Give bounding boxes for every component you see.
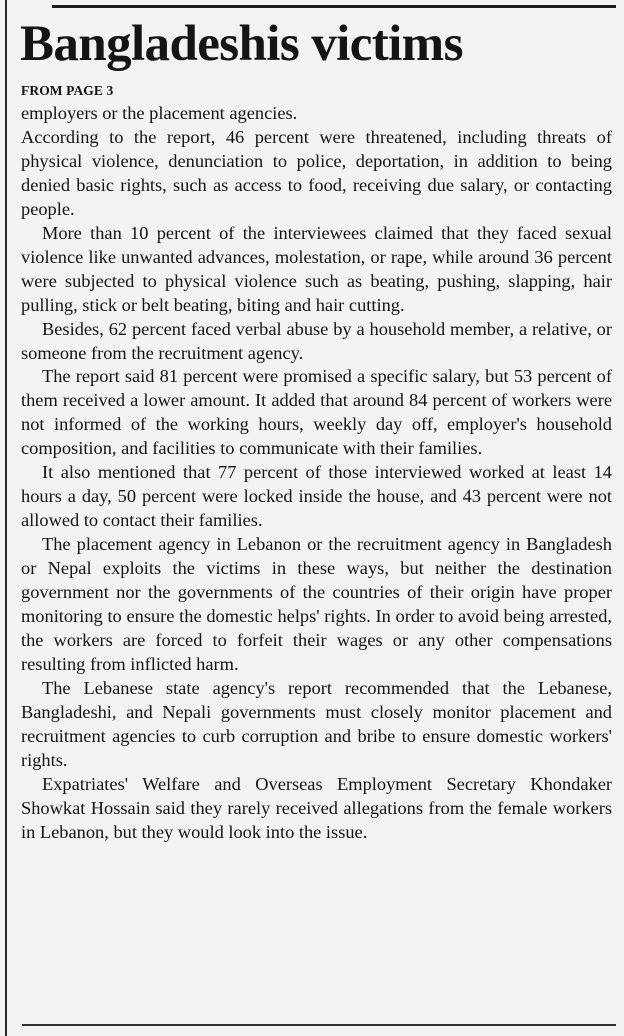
paragraph-placement-agency: The placement agency in Lebanon or the recruitment agency in Bangladesh or Nepal exploits the victims in these ways, but neither the destination government nor the governments of the countries of their origin have proper monitoring to ensure the domestic helps' rights. In order to avoid being arrested, the workers are forced to forfeit their wages or any other compensations resulting from inflicted harm. (21, 534, 612, 674)
paragraph-working-hours: It also mentioned that 77 percent of those interviewed worked at least 14 hours a day, 50 percent were locked inside the house, and 43 percent were not allowed to contact their families. (21, 462, 612, 531)
bottom-rule (22, 1024, 616, 1026)
top-rule (52, 5, 616, 8)
column-left-rule (5, 0, 7, 1036)
headline: Bangladeshis victims (20, 16, 463, 72)
paragraph-report-threats: According to the report, 46 percent were threatened, including threats of physical violence, denunciation to police, deportation, in addition to being denied basic rights, such as access to food, receiving due salary, or contacting people. (21, 126, 612, 219)
article-body (21, 102, 612, 845)
jump-label: FROM PAGE 3 (21, 83, 114, 98)
paragraph-recommendation: The Lebanese state agency's report recommended that the Lebanese, Bangladeshi, and Nepali governments must closely monitor placement and recruitment agencies to curb corruption and bribe to ensure domestic workers' rights. (21, 677, 612, 770)
paragraph-secretary-statement: Expatriates' Welfare and Overseas Employment Secretary Khondaker Showkat Hossain said they rarely received allegations from the female workers in Lebanon, but they would look into the issue. (21, 773, 612, 842)
paragraph-continuation: employers or the placement agencies. (21, 103, 298, 123)
paragraph-sexual-violence: More than 10 percent of the interviewees claimed that they faced sexual violence like unwanted advances, molestation, or rape, while around 36 percent were subjected to physical violence such as beating, pushing, slapping, hair pulling, stick or belt beating, biting and hair cutting. (21, 222, 612, 315)
paragraph-verbal-abuse: Besides, 62 percent faced verbal abuse by a household member, a relative, or someone from the recruitment agency. (21, 318, 612, 363)
paragraph-salary: The report said 81 percent were promised a specific salary, but 53 percent of them received a lower amount. It added that around 84 percent of workers were not informed of the working hours, weekly day off, employer's household composition, and facilities to communicate with their families. (21, 366, 612, 459)
